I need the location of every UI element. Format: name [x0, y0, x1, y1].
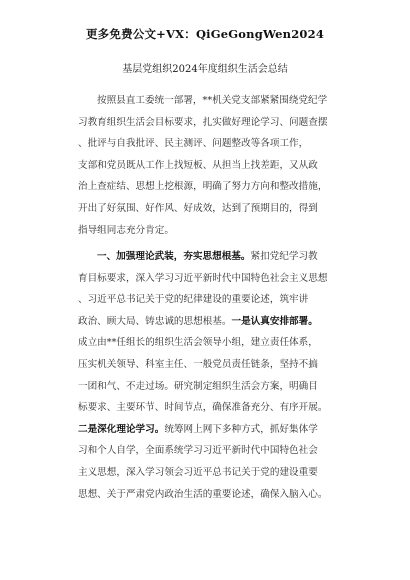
text-line: 习和个人自学，全面系统学习习近平新时代中国特色社会: [78, 445, 318, 457]
text-line: [78, 419, 368, 441]
text-line: 支部和党员既从工作上找短板、从担当上找差距，又从政: [78, 159, 318, 171]
watermark-header: 更多免费公文+VX：QiGeGongWen2024: [85, 27, 325, 41]
text-line: [78, 311, 368, 333]
text-line: 压实机关领导、科室主任、一般党员责任链条，坚持不搞: [78, 358, 318, 370]
text-run: 政治、顾大局、铸忠诚的思想根基。: [78, 315, 232, 327]
text-line: 育目标要求，深入学习习近平新时代中国特色社会主义思想: [78, 272, 328, 284]
text-line: 指导组同志充分肯定。: [78, 224, 174, 236]
text-line: 、批评与自我批评、民主测评、问题整改等各项工作，: [78, 138, 309, 150]
text-line: 一团和气、不走过场。研究制定组织生活会方案，明确目: [78, 380, 318, 392]
text-line: 开出了好氛围、好作风、好成效，达到了预期目的，得到: [78, 202, 318, 214]
text-line: 、习近平总书记关于党的纪律建设的重要论述，筑牢讲: [78, 294, 309, 306]
paragraph-section-one: [78, 246, 368, 505]
section-heading: 一、加强理论武装，夯实思想根基。: [97, 251, 251, 262]
text-run: 统筹网上网下多种方式，抓好集体学: [164, 423, 318, 435]
text-line: 按照县直工委统一部署，**机关党支部紧紧围绕党纪学: [97, 95, 328, 106]
text-line: 习教育组织生活会目标要求，扎实做好理论学习、问题查摆: [78, 116, 328, 128]
text-line: 主义思想，深入学习领会习近平总书记关于党的建设重要: [78, 466, 318, 478]
text-line: 治上查症结、思想上挖根源，明确了努力方向和整改措施，: [78, 181, 328, 193]
subsection-heading: 二是深化理论学习。: [78, 423, 165, 435]
subsection-heading: 一是认真安排部署。: [231, 315, 318, 327]
text-line: [78, 246, 368, 268]
text-line: 思想、关于严肃党内政治生活的重要论述，确保入脑入心。: [78, 488, 328, 500]
text-line: 标要求、主要环节、时间节点，确保准备充分、有序开展。: [78, 402, 328, 414]
document-title: 基层党组织2024年度组织生活会总结: [122, 64, 288, 75]
text-line: 成立由**任组长的组织生活会领导小组，建立责任体系，: [78, 337, 318, 349]
paragraph-intro: [78, 90, 368, 241]
text-run: 紧扣党纪学习教: [250, 251, 318, 262]
